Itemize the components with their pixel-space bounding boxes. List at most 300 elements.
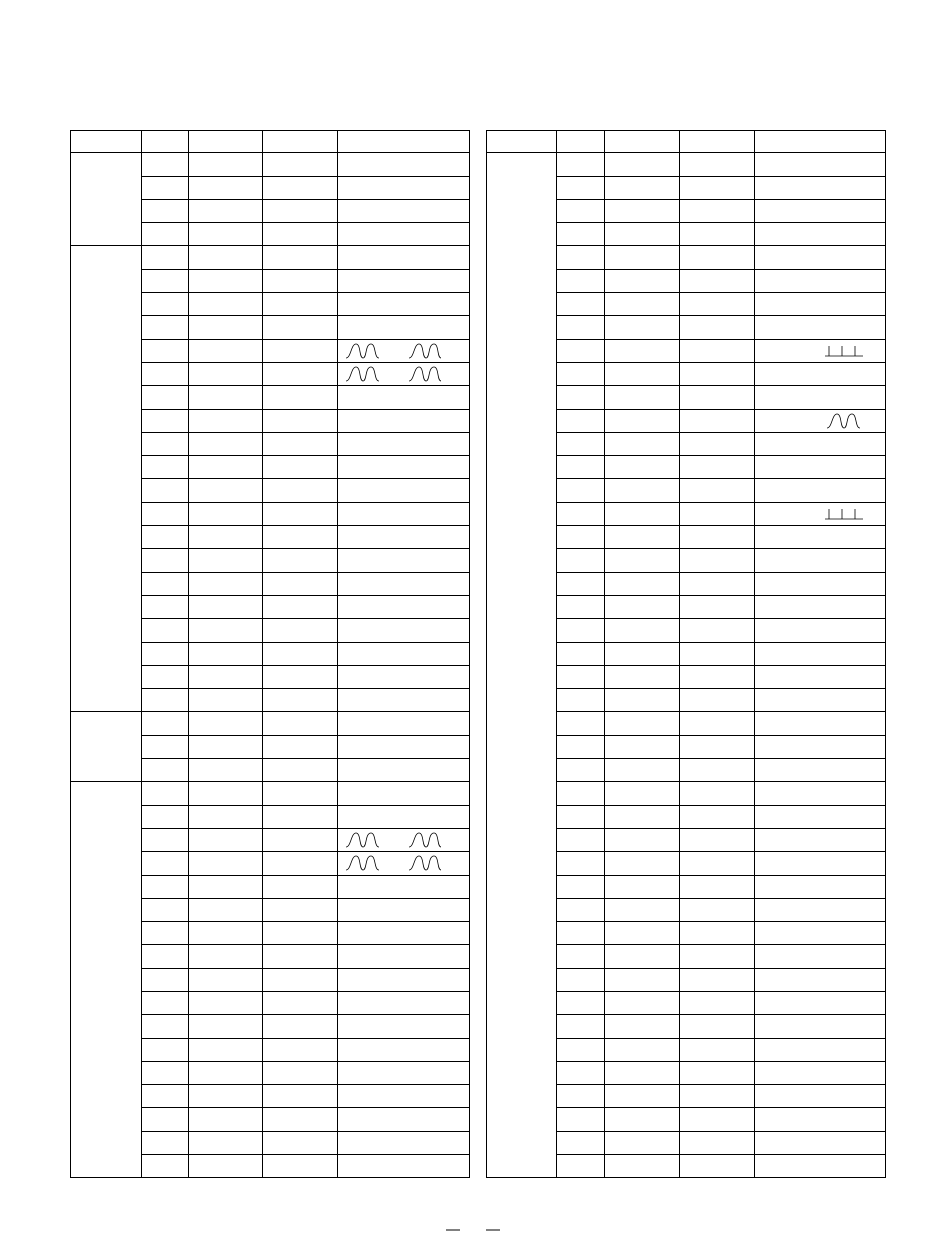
right-table-cell [680, 875, 755, 898]
right-table-cell [557, 642, 605, 665]
left-table-cell [338, 968, 470, 991]
left-table-cell [338, 502, 470, 525]
right-table-cell [605, 176, 680, 199]
right-table-cell [557, 1155, 605, 1178]
left-table-cell [142, 665, 189, 688]
right-table-cell [680, 782, 755, 805]
left-table-cell [189, 1155, 263, 1178]
right-table-cell [557, 409, 605, 432]
left-table-cell [142, 922, 189, 945]
right-header-cell [680, 131, 755, 153]
left-header-cell [189, 131, 263, 153]
left-table-cell [263, 362, 338, 385]
right-table-cell [755, 595, 886, 618]
left-table-cell [189, 199, 263, 222]
right-table-cell [680, 665, 755, 688]
left-table-cell [263, 665, 338, 688]
left-table-cell [142, 828, 189, 851]
right-table-cell [557, 595, 605, 618]
right-table-cell [557, 269, 605, 292]
left-table-cell [263, 176, 338, 199]
right-table-cell [680, 898, 755, 921]
left-table-cell [142, 782, 189, 805]
right-table-cell [605, 759, 680, 782]
double-pulse-wave-icon [341, 342, 469, 360]
right-table-cell [605, 852, 680, 875]
left-table-cell [338, 246, 470, 269]
right-table-cell [605, 502, 680, 525]
right-table-cell [680, 619, 755, 642]
left-table-cell [263, 526, 338, 549]
right-table-cell [605, 735, 680, 758]
left-table-cell [189, 526, 263, 549]
left-table-cell [189, 572, 263, 595]
left-table-cell [263, 852, 338, 875]
left-table-cell [189, 828, 263, 851]
right-table-cell [755, 852, 886, 875]
left-table-cell [142, 805, 189, 828]
left-table-row [71, 782, 470, 805]
left-table-cell [263, 502, 338, 525]
left-group-cell [71, 782, 142, 1178]
right-table-cell [605, 572, 680, 595]
left-table-cell [263, 456, 338, 479]
right-table-cell [680, 176, 755, 199]
right-table-cell [680, 409, 755, 432]
left-table-cell [142, 1015, 189, 1038]
left-table-cell [263, 293, 338, 316]
left-table-cell [142, 595, 189, 618]
left-table-cell [263, 945, 338, 968]
left-table-cell [189, 549, 263, 572]
left-table-cell [189, 875, 263, 898]
left-table-cell [142, 223, 189, 246]
left-table-cell [142, 456, 189, 479]
right-table-cell [605, 922, 680, 945]
left-table-cell [189, 502, 263, 525]
right-table-cell [755, 526, 886, 549]
left-table-cell [189, 223, 263, 246]
right-table-cell [557, 199, 605, 222]
right-header-row [487, 131, 886, 153]
left-table-cell [142, 1061, 189, 1084]
left-table-cell [263, 712, 338, 735]
right-table-cell [557, 735, 605, 758]
right-table-cell [680, 223, 755, 246]
left-table-cell [189, 968, 263, 991]
right-table-cell [680, 479, 755, 502]
right-table-cell [680, 595, 755, 618]
right-table-cell [680, 968, 755, 991]
left-table-cell [338, 409, 470, 432]
right-table-cell [557, 246, 605, 269]
left-table-cell [338, 1131, 470, 1154]
right-table-cell [680, 153, 755, 176]
left-table-cell [142, 945, 189, 968]
left-table-cell [338, 362, 470, 385]
right-table-cell [755, 339, 886, 362]
right-table-cell [557, 362, 605, 385]
right-table-cell [755, 199, 886, 222]
right-table-cell [755, 898, 886, 921]
right-table-cell [557, 316, 605, 339]
right-table-cell [557, 1038, 605, 1061]
single-pulse-wave-icon [825, 412, 885, 430]
left-table-cell [189, 735, 263, 758]
right-table-cell [755, 1131, 886, 1154]
right-table-cell [557, 339, 605, 362]
left-table-cell [189, 293, 263, 316]
left-table-cell [189, 1038, 263, 1061]
left-table-cell [338, 153, 470, 176]
left-table-cell [142, 759, 189, 782]
right-table-cell [605, 642, 680, 665]
right-table-cell [557, 852, 605, 875]
left-table-cell [263, 1015, 338, 1038]
left-table-cell [338, 1038, 470, 1061]
right-table-cell [605, 1015, 680, 1038]
left-table-cell [142, 502, 189, 525]
right-table-cell [680, 689, 755, 712]
right-table-cell [755, 689, 886, 712]
left-table-cell [338, 1108, 470, 1131]
left-table-cell [263, 898, 338, 921]
right-table-cell [755, 1015, 886, 1038]
left-table-cell [142, 572, 189, 595]
left-table-cell [338, 386, 470, 409]
left-table-cell [189, 689, 263, 712]
left-table-cell [189, 945, 263, 968]
right-table-cell [605, 712, 680, 735]
left-table-cell [338, 922, 470, 945]
right-table-cell [755, 828, 886, 851]
left-table-cell [189, 386, 263, 409]
right-table-cell [680, 1108, 755, 1131]
right-table-cell [680, 1131, 755, 1154]
right-table-cell [605, 1038, 680, 1061]
right-table-cell [557, 223, 605, 246]
right-table-cell [680, 852, 755, 875]
left-table-cell [338, 316, 470, 339]
left-table-cell [338, 875, 470, 898]
left-table-cell [142, 1155, 189, 1178]
left-table-cell [142, 1108, 189, 1131]
right-table-cell [605, 875, 680, 898]
left-table-cell [142, 153, 189, 176]
left-table-cell [189, 1015, 263, 1038]
right-table-cell [605, 595, 680, 618]
right-table-cell [605, 409, 680, 432]
left-table-cell [338, 712, 470, 735]
right-table-cell [557, 945, 605, 968]
right-table-cell [605, 223, 680, 246]
right-table-body [487, 131, 886, 1178]
left-table-cell [263, 432, 338, 455]
left-table-cell [263, 595, 338, 618]
left-table-cell [263, 316, 338, 339]
right-table-cell [605, 782, 680, 805]
left-table-cell [338, 1085, 470, 1108]
left-table-cell [142, 199, 189, 222]
left-table-cell [189, 1108, 263, 1131]
right-table-cell [605, 1155, 680, 1178]
right-table-cell [557, 432, 605, 455]
left-table-cell [338, 828, 470, 851]
left-table-cell [263, 199, 338, 222]
right-table-cell [557, 1108, 605, 1131]
left-table-cell [142, 526, 189, 549]
right-table-cell [755, 642, 886, 665]
left-table-cell [263, 153, 338, 176]
right-table-cell [755, 968, 886, 991]
left-table-cell [263, 223, 338, 246]
right-table-cell [680, 642, 755, 665]
left-header-cell [338, 131, 470, 153]
right-table-cell [755, 223, 886, 246]
left-table-cell [142, 479, 189, 502]
right-table-cell [557, 456, 605, 479]
left-data-table [70, 130, 470, 1178]
right-table-cell [755, 432, 886, 455]
left-table-cell [189, 642, 263, 665]
right-header-cell [487, 131, 557, 153]
right-table-row [487, 153, 886, 176]
right-table-cell [680, 572, 755, 595]
right-table-cell [680, 316, 755, 339]
page-number-marks [446, 1229, 506, 1233]
right-table-cell [755, 362, 886, 385]
right-table-cell [605, 665, 680, 688]
left-table-cell [189, 619, 263, 642]
right-table-cell [605, 1085, 680, 1108]
left-table-cell [338, 526, 470, 549]
right-table-cell [557, 1131, 605, 1154]
left-table-cell [142, 991, 189, 1014]
left-table-cell [189, 922, 263, 945]
left-table-cell [338, 432, 470, 455]
right-table-cell [557, 898, 605, 921]
right-table-cell [605, 1108, 680, 1131]
right-table-cell [755, 735, 886, 758]
right-table-cell [557, 1085, 605, 1108]
right-table-cell [605, 246, 680, 269]
right-group-cell [487, 153, 557, 1178]
right-table-cell [605, 898, 680, 921]
right-table-cell [680, 1015, 755, 1038]
left-table-cell [142, 1085, 189, 1108]
right-header-cell [605, 131, 680, 153]
right-table-cell [755, 1038, 886, 1061]
right-table-cell [557, 619, 605, 642]
right-table-cell [755, 153, 886, 176]
right-table-cell [755, 665, 886, 688]
right-table-cell [557, 1015, 605, 1038]
left-table-cell [338, 852, 470, 875]
left-table-cell [263, 828, 338, 851]
left-table-cell [338, 456, 470, 479]
right-table-cell [680, 735, 755, 758]
left-table-cell [189, 595, 263, 618]
right-table-cell [605, 479, 680, 502]
right-table-cell [680, 269, 755, 292]
left-table-cell [338, 1155, 470, 1178]
left-table-cell [338, 199, 470, 222]
left-table-cell [142, 712, 189, 735]
left-table-cell [338, 176, 470, 199]
right-table-cell [605, 968, 680, 991]
left-table-cell [263, 1038, 338, 1061]
right-table-cell [680, 502, 755, 525]
right-table-cell [680, 549, 755, 572]
right-table-cell [680, 199, 755, 222]
right-table-cell [755, 922, 886, 945]
left-table-cell [189, 479, 263, 502]
left-table-cell [189, 665, 263, 688]
right-table-cell [755, 619, 886, 642]
left-table-row [71, 712, 470, 735]
left-table-cell [189, 362, 263, 385]
left-table-cell [142, 1131, 189, 1154]
right-table-cell [557, 153, 605, 176]
right-table-cell [755, 456, 886, 479]
right-table-cell [680, 386, 755, 409]
left-header-cell [142, 131, 189, 153]
left-table-cell [263, 339, 338, 362]
left-table-cell [189, 898, 263, 921]
right-table-cell [680, 1038, 755, 1061]
left-table-cell [142, 875, 189, 898]
left-table-cell [263, 991, 338, 1014]
right-table-cell [755, 176, 886, 199]
left-table-cell [189, 1131, 263, 1154]
right-table-cell [557, 293, 605, 316]
right-table-cell [755, 805, 886, 828]
left-table-cell [189, 339, 263, 362]
right-table-cell [557, 782, 605, 805]
left-table-cell [338, 269, 470, 292]
left-table-cell [338, 689, 470, 712]
left-table-cell [189, 759, 263, 782]
right-table-cell [605, 526, 680, 549]
left-table-cell [189, 269, 263, 292]
right-table-cell [680, 991, 755, 1014]
right-table-cell [755, 269, 886, 292]
right-table-cell [605, 1061, 680, 1084]
right-table-cell [680, 759, 755, 782]
right-table-cell [557, 689, 605, 712]
left-table-cell [189, 409, 263, 432]
right-table-cell [680, 1061, 755, 1084]
right-table-cell [755, 945, 886, 968]
right-table-cell [557, 875, 605, 898]
right-table-cell [680, 293, 755, 316]
right-table-cell [680, 922, 755, 945]
left-table-cell [142, 642, 189, 665]
left-table-cell [263, 269, 338, 292]
right-table-cell [605, 549, 680, 572]
left-table-cell [142, 689, 189, 712]
left-table-cell [263, 968, 338, 991]
right-table-cell [557, 1061, 605, 1084]
left-table-cell [263, 1155, 338, 1178]
right-table-cell [680, 526, 755, 549]
right-table-cell [680, 712, 755, 735]
left-table-cell [263, 246, 338, 269]
left-table-cell [263, 1085, 338, 1108]
right-table-cell [557, 922, 605, 945]
left-table-cell [338, 595, 470, 618]
right-table-cell [680, 246, 755, 269]
right-table-cell [557, 712, 605, 735]
left-table-cell [189, 782, 263, 805]
right-table-cell [605, 362, 680, 385]
left-table-cell [142, 269, 189, 292]
right-table-cell [680, 805, 755, 828]
right-table-cell [755, 875, 886, 898]
left-group-cell [71, 153, 142, 246]
right-table-cell [557, 968, 605, 991]
left-table-cell [189, 316, 263, 339]
pulse-train-icon [825, 344, 885, 358]
right-table-cell [605, 386, 680, 409]
left-table-cell [142, 549, 189, 572]
left-table-cell [338, 735, 470, 758]
right-table-cell [755, 316, 886, 339]
left-table-cell [263, 386, 338, 409]
left-header-cell [263, 131, 338, 153]
right-table-cell [755, 572, 886, 595]
right-table-cell [755, 293, 886, 316]
left-table-cell [189, 991, 263, 1014]
right-header-cell [557, 131, 605, 153]
right-table-cell [755, 991, 886, 1014]
left-table-cell [263, 875, 338, 898]
right-table-cell [755, 549, 886, 572]
left-table-cell [338, 805, 470, 828]
left-table-cell [338, 223, 470, 246]
right-table-cell [755, 386, 886, 409]
right-table-cell [605, 339, 680, 362]
left-table-cell [338, 782, 470, 805]
right-table-cell [557, 828, 605, 851]
left-table-cell [263, 805, 338, 828]
left-table-cell [142, 362, 189, 385]
left-table-cell [338, 572, 470, 595]
left-table-cell [338, 665, 470, 688]
left-table-cell [263, 549, 338, 572]
left-table-cell [338, 479, 470, 502]
left-table-cell [189, 456, 263, 479]
pulse-train-icon [825, 507, 885, 521]
left-table-cell [189, 805, 263, 828]
right-table-cell [680, 1085, 755, 1108]
right-table-cell [557, 176, 605, 199]
left-table-cell [142, 968, 189, 991]
left-table-cell [338, 549, 470, 572]
left-table-row [71, 246, 470, 269]
left-table-cell [263, 479, 338, 502]
left-table-cell [263, 689, 338, 712]
right-table-cell [557, 759, 605, 782]
right-table-cell [557, 479, 605, 502]
left-table-cell [263, 572, 338, 595]
left-table-cell [338, 1015, 470, 1038]
right-table-cell [755, 246, 886, 269]
left-table-cell [142, 852, 189, 875]
right-table-cell [557, 549, 605, 572]
left-table-cell [263, 1131, 338, 1154]
left-table-cell [263, 735, 338, 758]
